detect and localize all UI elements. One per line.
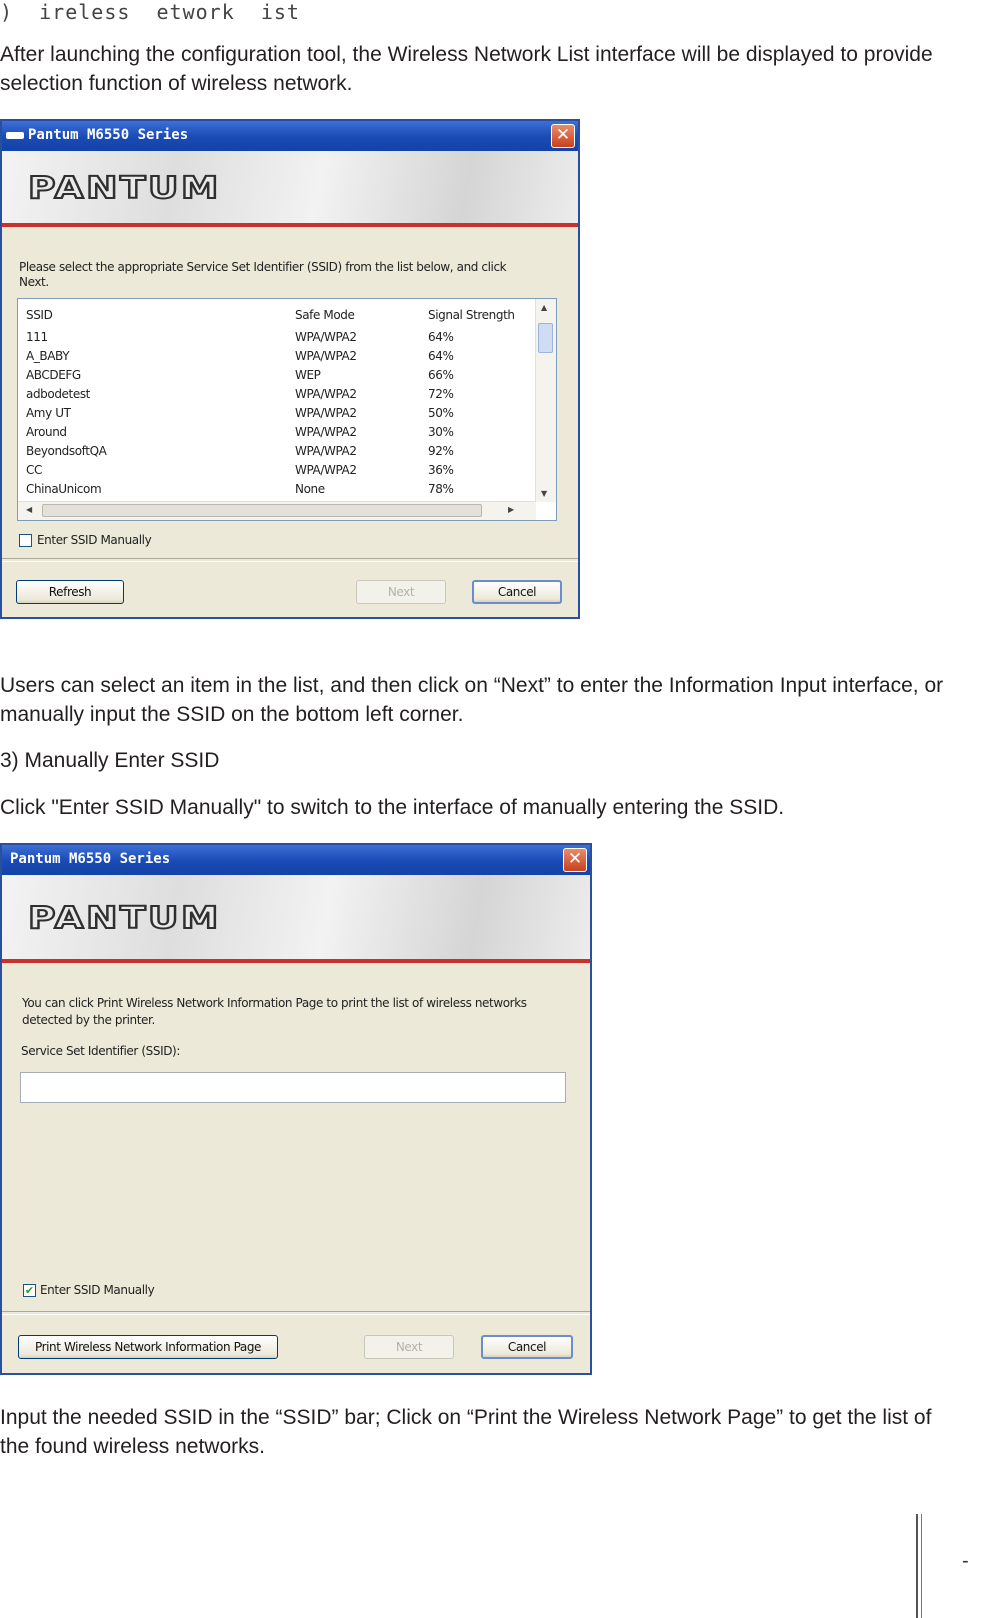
- brand-banner: [2, 875, 590, 963]
- input-info-paragraph: Input the needed SSID in the “SSID” bar; Click on “Print the Wireless Network Page” to get the list of the found wireless networks.: [0, 1406, 932, 1458]
- ssid-cell: A_BABY: [26, 349, 70, 363]
- ssid-cell: BeyondsoftQA: [26, 444, 107, 458]
- intro-paragraph: After launching the configuration tool, the Wireless Network List interface will be displayed to provide selection function of wireless network.: [0, 43, 933, 95]
- brand-banner: [2, 151, 578, 227]
- next-button[interactable]: Next: [356, 580, 446, 604]
- manual-click-paragraph: Click "Enter SSID Manually" to switch to the interface of manually entering the SSID.: [0, 796, 785, 819]
- footer-rule: [916, 1514, 918, 1618]
- list-item[interactable]: [18, 329, 536, 348]
- page-number: -: [962, 1550, 969, 1572]
- network-list[interactable]: [17, 298, 557, 521]
- select-info-paragraph: Users can select an item in the list, and then click on “Next” to enter the Information Input interface, or manually input the SSID on the bottom left corner.: [0, 674, 944, 726]
- signal-cell: 78%: [428, 482, 454, 496]
- horizontal-scrollbar[interactable]: [18, 501, 536, 520]
- signal-cell: 66%: [428, 368, 454, 382]
- list-item[interactable]: [18, 367, 536, 386]
- list-item[interactable]: [18, 405, 536, 424]
- cancel-button[interactable]: Cancel: [472, 580, 562, 604]
- mode-cell: WPA/WPA2: [295, 406, 357, 420]
- signal-cell: 92%: [428, 444, 454, 458]
- ssid-cell: adbodetest: [26, 387, 90, 401]
- list-item[interactable]: [18, 462, 536, 481]
- ssid-cell: ABCDEFG: [26, 368, 81, 382]
- scroll-right-icon[interactable]: ▶: [508, 505, 515, 514]
- manual-heading: 3) Manually Enter SSID: [0, 749, 220, 772]
- window-title: Pantum M6550 Series: [10, 851, 171, 867]
- mode-cell: WEP: [295, 368, 321, 382]
- signal-cell: 64%: [428, 349, 454, 363]
- close-icon: ✕: [567, 849, 583, 869]
- mode-cell: WPA/WPA2: [295, 330, 357, 344]
- ssid-cell: CC: [26, 463, 42, 477]
- wireless-network-list-dialog: [0, 119, 580, 619]
- manual-ssid-label[interactable]: Enter SSID Manually: [40, 1283, 155, 1297]
- signal-cell: 72%: [428, 387, 454, 401]
- ssid-label: Service Set Identifier (SSID):: [21, 1044, 180, 1058]
- column-header-ssid[interactable]: SSID: [26, 308, 53, 322]
- pantum-logo: PANTUM: [28, 171, 221, 206]
- signal-cell: 50%: [428, 406, 454, 420]
- pantum-logo: PANTUM: [28, 901, 221, 936]
- manual-ssid-checkbox[interactable]: [23, 1284, 36, 1297]
- vertical-scroll-thumb[interactable]: [538, 323, 553, 353]
- list-item[interactable]: [18, 424, 536, 443]
- close-icon: ✕: [555, 125, 571, 145]
- column-header-safe-mode[interactable]: Safe Mode: [295, 308, 355, 322]
- ssid-input[interactable]: [20, 1072, 566, 1103]
- cancel-button[interactable]: Cancel: [481, 1335, 573, 1359]
- checkmark-icon: ✔: [24, 1284, 35, 1297]
- manual-ssid-dialog: [0, 843, 592, 1375]
- mode-cell: WPA/WPA2: [295, 349, 357, 363]
- column-header-signal-strength[interactable]: Signal Strength: [428, 308, 515, 322]
- refresh-button[interactable]: Refresh: [16, 580, 124, 604]
- mode-cell: None: [295, 482, 325, 496]
- scroll-left-icon[interactable]: ◀: [26, 505, 33, 514]
- divider: [2, 1311, 590, 1315]
- scroll-down-icon[interactable]: ▼: [541, 489, 548, 498]
- ssid-cell: 111: [26, 330, 48, 344]
- mode-cell: WPA/WPA2: [295, 463, 357, 477]
- mode-cell: WPA/WPA2: [295, 387, 357, 401]
- manual-ssid-label[interactable]: Enter SSID Manually: [37, 533, 152, 547]
- signal-cell: 36%: [428, 463, 454, 477]
- list-item[interactable]: [18, 443, 536, 462]
- vertical-scrollbar[interactable]: [535, 299, 556, 502]
- ssid-cell: Amy UT: [26, 406, 71, 420]
- ssid-cell: ChinaUnicom: [26, 482, 102, 496]
- manual-ssid-checkbox[interactable]: [19, 534, 32, 547]
- scroll-up-icon[interactable]: ▲: [541, 303, 548, 312]
- window-title: Pantum M6550 Series: [28, 127, 189, 143]
- footer-rule: [921, 1514, 922, 1618]
- title-bar: [2, 845, 590, 875]
- title-bar: [2, 121, 578, 151]
- mode-cell: WPA/WPA2: [295, 425, 357, 439]
- close-button[interactable]: [563, 848, 587, 872]
- mode-cell: WPA/WPA2: [295, 444, 357, 458]
- print-network-info-button[interactable]: Print Wireless Network Information Page: [18, 1335, 278, 1359]
- app-icon: [6, 132, 24, 139]
- ssid-cell: Around: [26, 425, 67, 439]
- close-button[interactable]: [551, 124, 575, 148]
- list-item[interactable]: [18, 348, 536, 367]
- next-button[interactable]: Next: [364, 1335, 454, 1359]
- divider: [2, 558, 578, 562]
- signal-cell: 30%: [428, 425, 454, 439]
- list-item[interactable]: [18, 386, 536, 405]
- horizontal-scroll-thumb[interactable]: [42, 504, 482, 517]
- section-heading: ) ireless etwork ist: [0, 0, 300, 24]
- list-item[interactable]: [18, 481, 536, 500]
- info-text: You can click Print Wireless Network Information Page to print the list of wireless networks detected by the printer.: [22, 996, 527, 1027]
- instruction-text: Please select the appropriate Service Set Identifier (SSID) from the list below, and click Next.: [19, 260, 507, 289]
- signal-cell: 64%: [428, 330, 454, 344]
